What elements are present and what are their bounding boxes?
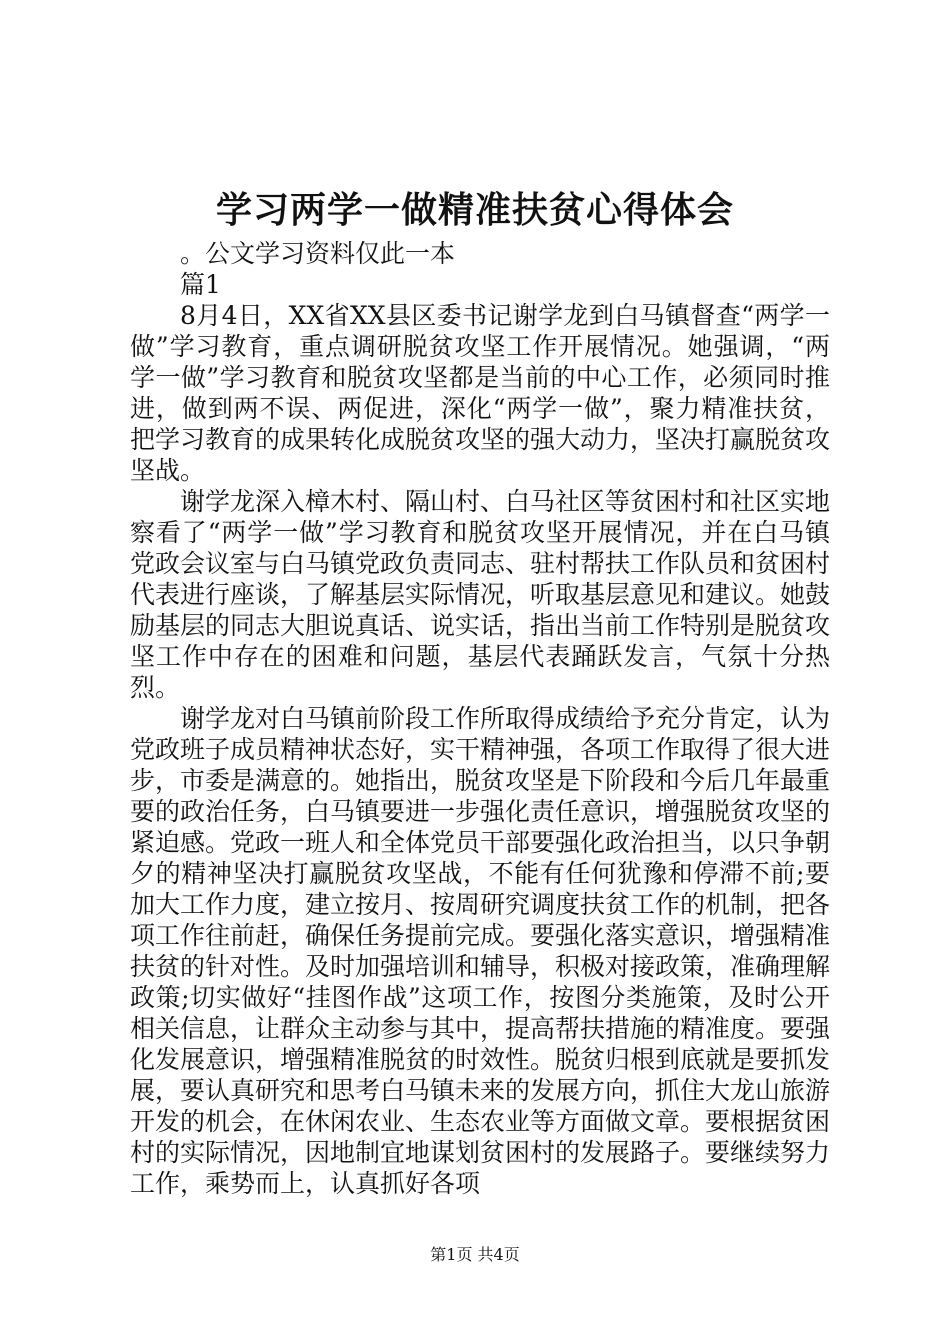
paragraph-2: 谢学龙深入樟木村、隔山村、白马社区等贫困村和社区实地察看了“两学一做”学习教育和脱贫攻坚开展情况，并在白马镇党政会议室与白马镇党政负责同志、驻村帮扶工作队员和贫困村代表进行座谈，了解基层实际情况，听取基层意见和建议。她鼓励基层的同志大胆说真话、说实话，指出当前工作特别是脱贫攻坚工作中存在的困难和问题，基层代表踊跃发言，气氛十分热烈。 — [130, 487, 831, 702]
document-body — [130, 238, 830, 1199]
paragraph-3: 谢学龙对白马镇前阶段工作所取得成绩给予充分肯定，认为党政班子成员精神状态好，实干精神强，各项工作取得了很大进步，市委是满意的。她指出，脱贫攻坚是下阶段和今后几年最重要的政治任务，白马镇要进一步强化责任意识，增强脱贫攻坚的紧迫感。党政一班人和全体党员干部要强化政治担当，以只争朝夕的精神坚决打赢脱贫攻坚战，不能有任何犹豫和停滞不前;要加大工作力度，建立按月、按周研究调度扶贫工作的机制，把各项工作往前赶，确保任务提前完成。要强化落实意识，增强精准扶贫的针对性。及时加强培训和辅导，积极对接政策，准确理解政策;切实做好“挂图作战”这项工作，按图分类施策，及时公开相关信息，让群众主动参与其中，提高帮扶措施的精准度。要强化发展意识，增强精准脱贫的时效性。脱贫归根到底就是要抓发展，要认真研究和思考白马镇未来的发展方向，抓住大龙山旅游开发的机会，在休闲农业、生态农业等方面做文章。要根据贫困村的实际情况，因地制宜地谋划贫困村的发展路子。要继续努力工作，乘势而上，认真抓好各项 — [130, 704, 831, 1198]
source-note: 。公文学习资料仅此一本 — [180, 239, 456, 268]
page-footer: 第1页 共4页 — [430, 1245, 520, 1264]
document-title: 学习两学一做精准扶贫心得体会 — [215, 189, 734, 231]
section-label: 篇1 — [180, 270, 221, 299]
paragraph-1: 8月4日，XX省XX县区委书记谢学龙到白马镇督查“两学一做”学习教育，重点调研脱贫攻坚工作开展情况。她强调，“两学一做”学习教育和脱贫攻坚都是当前的中心工作，必须同时推进，做到两不误、两促进，深化“两学一做”，聚力精准扶贫，把学习教育的成果转化成脱贫攻坚的强大动力，坚决打赢脱贫攻坚战。 — [130, 301, 831, 485]
